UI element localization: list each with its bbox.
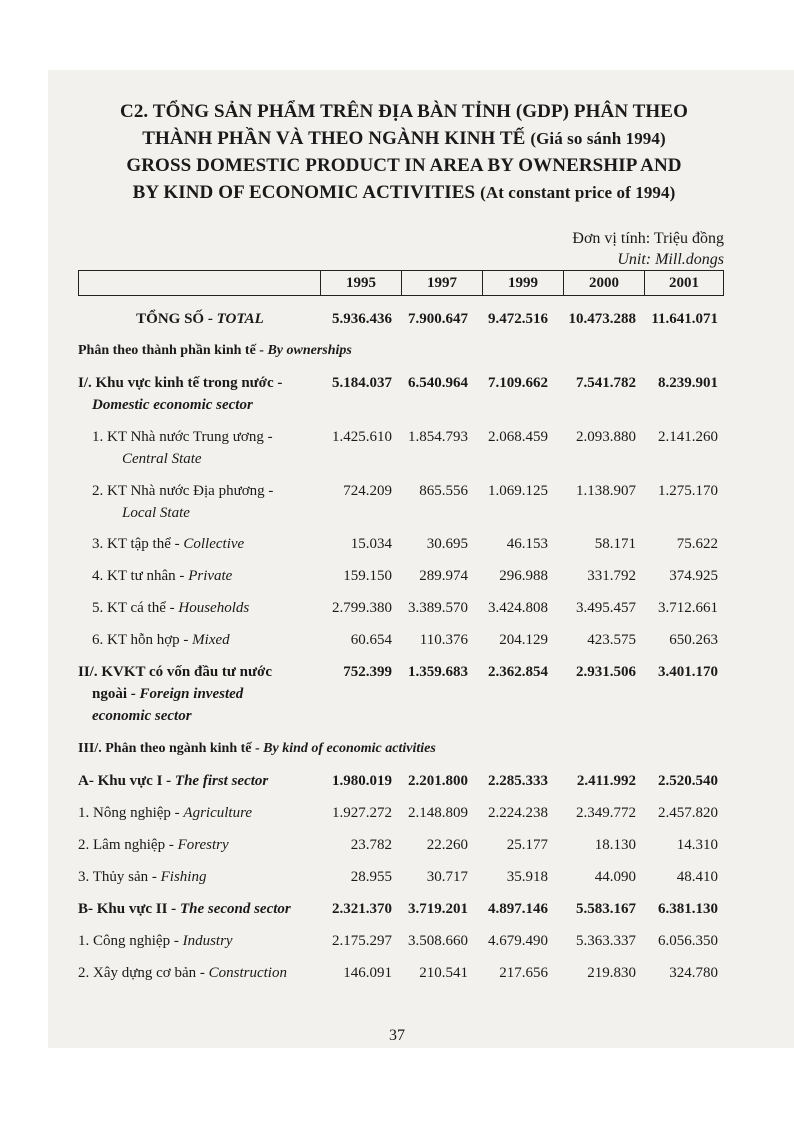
cell-value: 217.656 [499, 965, 548, 981]
cell-value: 11.641.071 [651, 311, 718, 327]
cell-value: 14.310 [676, 837, 718, 853]
cell-value: 6.540.964 [408, 375, 468, 391]
table-title [96, 98, 712, 206]
cell-value: 2.321.370 [332, 901, 392, 917]
cell-value: 423.575 [587, 632, 636, 648]
title-line-1: C2. TỔNG SẢN PHẨM TRÊN ĐỊA BÀN TỈNH (GDP) PHÂN THEO [120, 101, 688, 122]
cell-value: 3.719.201 [408, 901, 468, 917]
cell-value: 3.508.660 [408, 933, 468, 949]
cell-value: 1.138.907 [576, 483, 636, 499]
cell-value: 289.974 [419, 568, 468, 584]
year-header: 1995 [321, 271, 402, 295]
row-label: 6. KT hỗn hợp - Mixed [92, 632, 230, 648]
cell-value: 35.918 [506, 869, 548, 885]
cell-value: 7.109.662 [488, 375, 548, 391]
cell-value: 2.201.800 [408, 773, 468, 789]
title-line-4 [96, 179, 712, 206]
cell-value: 2.411.992 [576, 773, 636, 789]
cell-value: 1.069.125 [488, 483, 548, 499]
cell-value: 3.389.570 [408, 600, 468, 616]
cell-value: 3.424.808 [488, 600, 548, 616]
title-line-2-main: THÀNH PHẦN VÀ THEO NGÀNH KINH TẾ [142, 128, 531, 149]
cell-value: 374.925 [669, 568, 718, 584]
cell-value: 752.399 [343, 664, 392, 680]
cell-value: 2.141.260 [658, 429, 718, 445]
year-header: 1999 [483, 271, 564, 295]
row-label: TỔNG SỐ - TOTAL [136, 311, 264, 327]
cell-value: 2.799.380 [332, 600, 392, 616]
cell-value: 1.854.793 [408, 429, 468, 445]
cell-value: 15.034 [350, 536, 392, 552]
cell-value: 865.556 [419, 483, 468, 499]
cell-value: 44.090 [594, 869, 636, 885]
row-label: 2. Xây dựng cơ bản - Construction [78, 965, 287, 981]
cell-value: 1.980.019 [332, 773, 392, 789]
cell-value: 48.410 [676, 869, 718, 885]
year-header: 2001 [669, 275, 699, 291]
cell-value: 219.830 [587, 965, 636, 981]
row-label: 4. KT tư nhân - Private [92, 568, 233, 584]
row-label: I/. Khu vực kinh tế trong nước - Domestic economic sector [78, 375, 283, 413]
unit-en: Unit: Mill.dongs [617, 251, 724, 268]
cell-value: 22.260 [426, 837, 468, 853]
cell-value: 23.782 [350, 837, 392, 853]
cell-value: 3.401.170 [658, 664, 718, 680]
cell-value: 2.285.333 [488, 773, 548, 789]
cell-value: 724.209 [343, 483, 392, 499]
year-header: 2000 [564, 271, 645, 295]
row-label: B- Khu vực II - The second sector [78, 901, 291, 917]
cell-value: 18.130 [594, 837, 636, 853]
cell-value: 60.654 [350, 632, 392, 648]
cell-value: 324.780 [669, 965, 718, 981]
cell-value: 9.472.516 [488, 311, 548, 327]
row-label: 2. KT Nhà nước Địa phương - Local State [92, 483, 274, 521]
row-label: 1. Công nghiệp - Industry [78, 933, 233, 949]
cell-value: 650.263 [669, 632, 718, 648]
title-line-2-note: (Giá so sánh 1994) [530, 129, 666, 148]
cell-value: 159.150 [343, 568, 392, 584]
cell-value: 1.275.170 [658, 483, 718, 499]
cell-value: 6.381.130 [658, 901, 718, 917]
title-line-3: GROSS DOMESTIC PRODUCT IN AREA BY OWNERSHIP AND [126, 155, 682, 176]
row-label: 1. KT Nhà nước Trung ương - Central State [92, 429, 273, 467]
cell-value: 2.175.297 [332, 933, 392, 949]
row-label: 2. Lâm nghiệp - Forestry [78, 837, 229, 853]
cell-value: 5.583.167 [576, 901, 636, 917]
cell-value: 1.425.610 [332, 429, 392, 445]
cell-value: 46.153 [506, 536, 548, 552]
cell-value: 1.359.683 [408, 664, 468, 680]
year-header: 1997 [402, 271, 483, 295]
cell-value: 2.093.880 [576, 429, 636, 445]
table-header [78, 270, 724, 296]
cell-value: 1.927.272 [332, 805, 392, 821]
cell-value: 2.148.809 [408, 805, 468, 821]
row-label: 3. KT tập thể - Collective [92, 536, 245, 552]
cell-value: 296.988 [499, 568, 548, 584]
cell-value: 2.362.854 [488, 664, 548, 680]
cell-value: 6.056.350 [658, 933, 718, 949]
cell-value: 2.068.459 [488, 429, 548, 445]
cell-value: 30.695 [426, 536, 468, 552]
cell-value: 2.457.820 [658, 805, 718, 821]
cell-value: 2.224.238 [488, 805, 548, 821]
row-label: 3. Thủy sản - Fishing [78, 869, 207, 885]
cell-value: 5.363.337 [576, 933, 636, 949]
cell-value: 110.376 [419, 632, 468, 648]
header-blank-cell [79, 271, 321, 295]
cell-value: 2.349.772 [576, 805, 636, 821]
cell-value: 2.520.540 [658, 773, 718, 789]
page-number: 37 [389, 1027, 405, 1044]
title-line-2 [96, 125, 712, 152]
unit-vn: Đơn vị tính: Triệu đồng [572, 230, 724, 247]
row-label: 1. Nông nghiệp - Agriculture [78, 805, 253, 821]
title-line-4-note: (At constant price of 1994) [480, 183, 676, 202]
cell-value: 8.239.901 [658, 375, 718, 391]
cell-value: 25.177 [506, 837, 548, 853]
cell-value: 58.171 [594, 536, 636, 552]
cell-value: 204.129 [499, 632, 548, 648]
cell-value: 7.900.647 [408, 311, 468, 327]
cell-value: 3.712.661 [658, 600, 718, 616]
cell-value: 10.473.288 [568, 311, 636, 327]
cell-value: 7.541.782 [576, 375, 636, 391]
row-label: A- Khu vực I - The first sector [78, 773, 269, 789]
row-label: 5. KT cá thể - Households [92, 600, 250, 616]
cell-value: 5.936.436 [332, 311, 392, 327]
cell-value: 210.541 [419, 965, 468, 981]
cell-value: 146.091 [343, 965, 392, 981]
cell-value: 2.931.506 [576, 664, 636, 680]
cell-value: 4.897.146 [488, 901, 548, 917]
row-label: II/. KVKT có vốn đầu tư nước ngoài - Foreign invested economic sector [78, 664, 272, 724]
cell-value: 30.717 [426, 869, 468, 885]
cell-value: 331.792 [587, 568, 636, 584]
title-line-4-main: BY KIND OF ECONOMIC ACTIVITIES [132, 182, 481, 203]
cell-value: 75.622 [676, 536, 718, 552]
cell-value: 3.495.457 [576, 600, 636, 616]
cell-value: 28.955 [350, 869, 392, 885]
cell-value: 5.184.037 [332, 375, 392, 391]
cell-value: 4.679.490 [488, 933, 548, 949]
